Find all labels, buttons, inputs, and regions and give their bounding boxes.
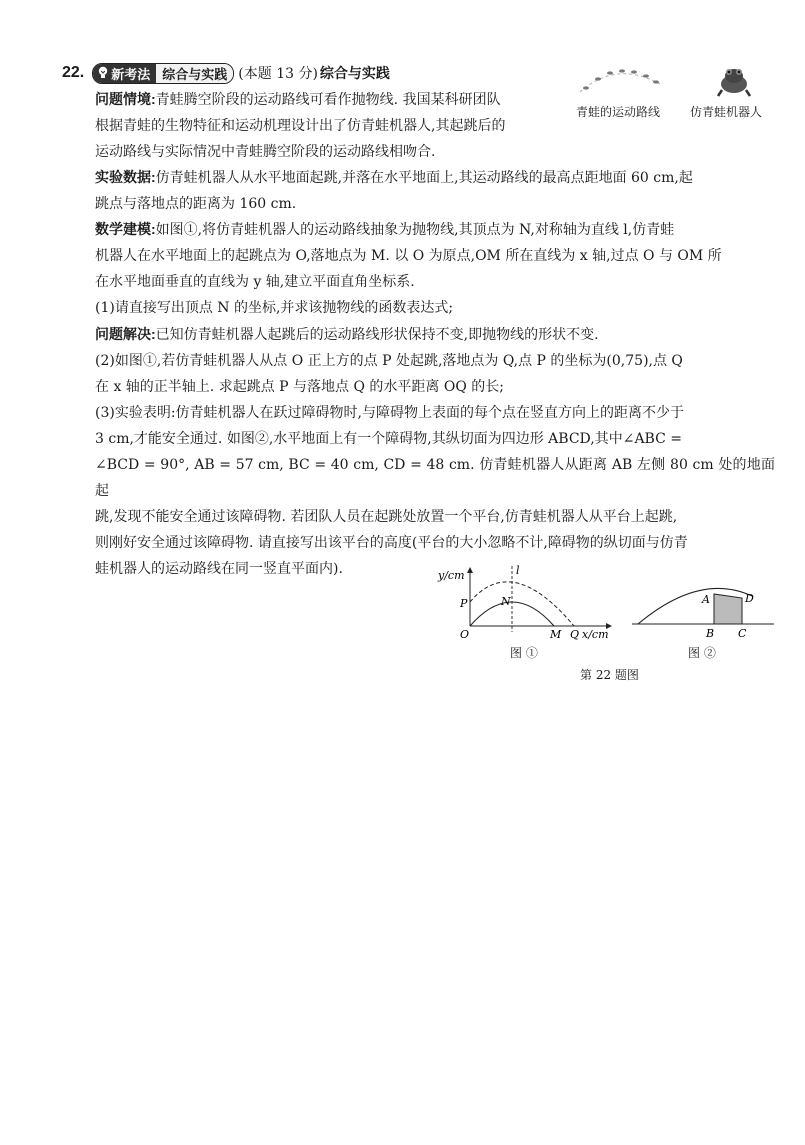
frog-path-photo xyxy=(576,62,666,98)
problem-situation-label: 问题情境: xyxy=(95,91,156,107)
frog-robot-caption: 仿青蛙机器人 xyxy=(690,105,763,119)
math-modeling xyxy=(95,216,775,582)
part-1: (1)请直接写出顶点 N 的坐标,并求该抛物线的函数表达式; xyxy=(95,300,454,316)
point-o-label: O xyxy=(460,628,470,641)
point-d-label: D xyxy=(745,592,754,605)
point-c-label: C xyxy=(738,627,747,640)
question-number: 22. xyxy=(62,64,85,81)
point-p-label: P xyxy=(460,597,468,610)
problem-situation-line: 根据青蛙的生物特征和运动机理设计出了仿青蛙机器人,其起跳后的 xyxy=(95,118,506,134)
lightbulb-icon xyxy=(97,66,109,80)
frog-robot-photo xyxy=(716,62,752,98)
badge-category-label: 综合与实践 xyxy=(156,64,233,83)
modeling-line: 机器人在水平地面上的起跳点为 O,落地点为 M. 以 O 为原点,OM 所在直线为 x 轴,过点 O 与 OM 所 xyxy=(95,248,722,264)
problem-situation xyxy=(95,86,565,165)
question-header xyxy=(62,62,390,84)
badge-new-method-label: 新考法 xyxy=(111,66,151,82)
question-figure-caption: 第 22 题图 xyxy=(580,668,639,682)
obstacle-abcd xyxy=(714,594,742,624)
frog-path-caption: 青蛙的运动路线 xyxy=(576,105,661,119)
problem-solving-label: 问题解决: xyxy=(95,326,156,342)
part-3-line: 3 cm,才能安全通过. 如图②,水平地面上有一个障碍物,其纵切面为四边形 ABCD,其中∠ABC = xyxy=(95,431,683,447)
problem-situation-line: 运动路线与实际情况中青蛙腾空阶段的运动路线相吻合. xyxy=(95,144,436,160)
x-axis-label: x/cm xyxy=(582,628,609,641)
question-title: 综合与实践 xyxy=(319,65,390,81)
modeling-line: 如图①,将仿青蛙机器人的运动路线抽象为抛物线,其顶点为 N,对称轴为直线 l,仿青蛙 xyxy=(155,222,675,238)
line-l-label: l xyxy=(516,564,520,577)
point-b-label: B xyxy=(706,627,715,640)
part-2-line: (2)如图①,若仿青蛙机器人从点 O 正上方的点 P 处起跳,落地点为 Q,点 P 的坐标为(0,75),点 Q xyxy=(95,353,683,369)
solving-line: 已知仿青蛙机器人起跳后的运动路线形状保持不变,即抛物线的形状不变. xyxy=(155,327,599,343)
point-a-label: A xyxy=(702,593,710,606)
point-q-label: Q xyxy=(570,628,580,641)
point-n-label: N xyxy=(501,595,511,608)
part-3-line: 则刚好安全通过该障碍物. 请直接写出该平台的高度(平台的大小忽略不计,障碍物的纵切面与仿青 xyxy=(95,535,688,551)
figure-1-caption: 图 ① xyxy=(510,646,538,660)
part-3-line: (3)实验表明:仿青蛙机器人在跃过障碍物时,与障碍物上表面的每个点在竖直方向上的距离不少于 xyxy=(95,405,684,421)
question-score: (本题 13 分) xyxy=(238,66,318,82)
math-modeling-label: 数学建模: xyxy=(95,221,156,237)
experiment-line: 跳点与落地点的距离为 160 cm. xyxy=(95,196,297,212)
part-3-line: 跳,发现不能安全通过该障碍物. 若团队人员在起跳处放置一个平台,仿青蛙机器人从平台上起跳, xyxy=(95,509,678,525)
y-axis-label: y/cm xyxy=(438,569,465,582)
problem-situation-line: 青蛙腾空阶段的运动路线可看作抛物线. 我国某科研团队 xyxy=(155,92,501,108)
new-method-badge xyxy=(92,63,234,84)
figure-2 xyxy=(630,582,776,642)
experiment-data xyxy=(95,164,775,217)
part-2-line: 在 x 轴的正半轴上. 求起跳点 P 与落地点 Q 的水平距离 OQ 的长; xyxy=(95,379,504,395)
part-3-line: 蛙机器人的运动路线在同一竖直平面内). xyxy=(95,561,343,577)
figure-1 xyxy=(436,562,616,642)
figure-2-caption: 图 ② xyxy=(688,646,716,660)
experiment-line: 仿青蛙机器人从水平地面起跳,并落在水平地面上,其运动路线的最高点距地面 60 cm,起 xyxy=(155,170,693,186)
part-3-line: ∠BCD = 90°, AB = 57 cm, BC = 40 cm, CD = 48 cm. 仿青蛙机器人从距离 AB 左侧 80 cm 处的地面起 xyxy=(95,457,775,499)
point-m-label: M xyxy=(550,628,562,641)
modeling-line: 在水平地面垂直的直线为 y 轴,建立平面直角坐标系. xyxy=(95,274,415,290)
experiment-data-label: 实验数据: xyxy=(95,169,156,185)
